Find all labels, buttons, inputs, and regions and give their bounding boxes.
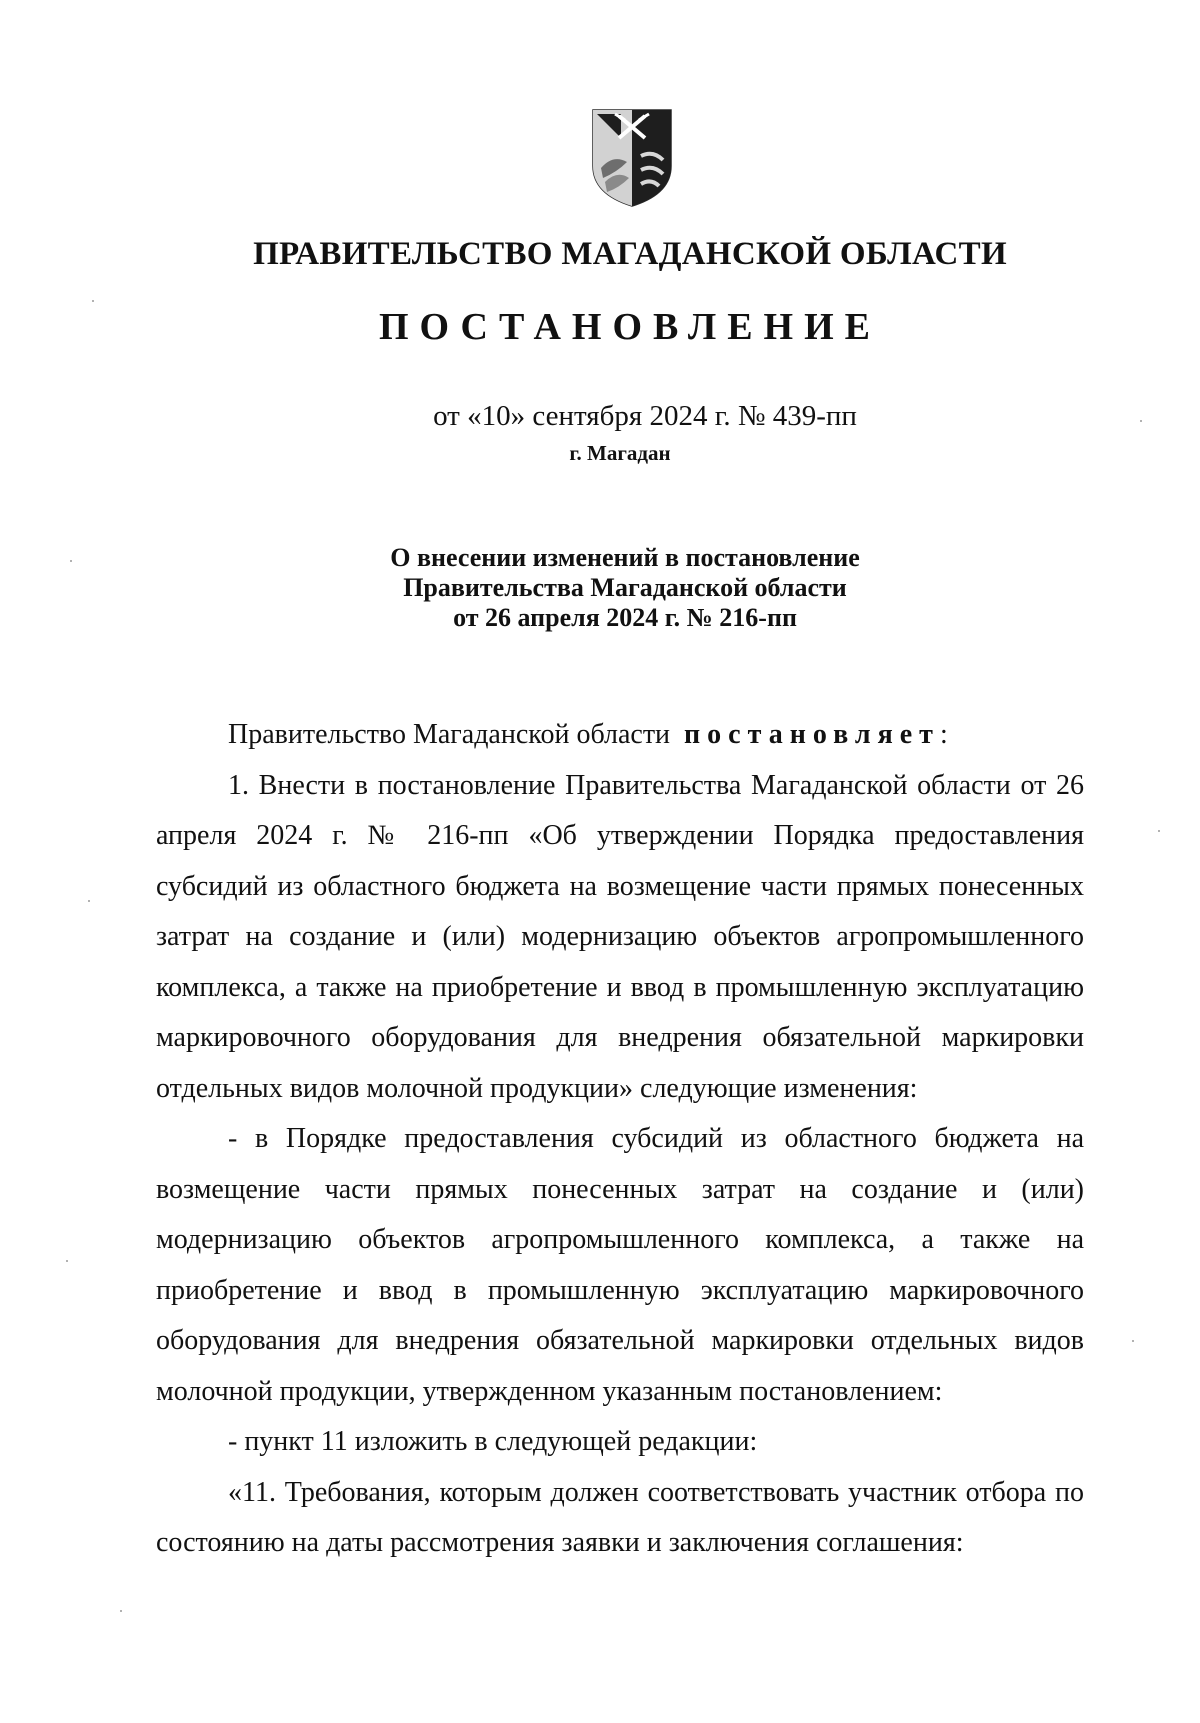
paragraph-requirements: «11. Требования, которым должен соответствовать участник отбора по состоянию на даты рассмотрения заявки и заключения соглашения: (156, 1476, 1084, 1558)
paragraph-item-1: 1. Внести в постановление Правительства Магаданской области от 26 апреля 2024 г. № 216-пп «Об утверждении Порядка предоставления субсидий из областного бюджета на возмещение части прямых понесенных затрат на создание и (или) модернизацию объектов агропромышленного комплекса, а также на приобретение и ввод в промышленную эксплуатацию маркировочного оборудования для внедрения обязательной маркировки отдельных видов молочной продукции» следующие изменения: (156, 769, 1084, 1104)
subject-line: Правительства Магаданской области (403, 573, 847, 602)
preamble (156, 710, 1084, 761)
preamble-lead: Правительство Магаданской области (228, 719, 671, 750)
preamble-colon: : (939, 719, 948, 750)
scan-speck (1132, 1340, 1134, 1342)
scan-speck (120, 1610, 122, 1612)
scan-speck (70, 560, 72, 562)
government-title: ПРАВИТЕЛЬСТВО МАГАДАНСКОЙ ОБЛАСТИ (253, 236, 1007, 272)
scan-speck (66, 1260, 68, 1262)
subject-line: от 26 апреля 2024 г. № 216-пп (453, 603, 797, 632)
paragraph-point-11: - пункт 11 изложить в следующей редакции: (228, 1426, 758, 1457)
subject-line: О внесении изменений в постановление (390, 543, 860, 572)
scan-speck (1140, 420, 1142, 422)
scan-speck (88, 900, 90, 902)
scan-speck (1158, 830, 1160, 832)
scan-speck (92, 300, 94, 302)
document-body (156, 710, 1084, 1569)
preamble-verb: постановляет (684, 719, 940, 750)
document-city: г. Магадан (569, 441, 671, 465)
document-kind-heading: ПОСТАНОВЛЕНИЕ (378, 306, 882, 348)
paragraph-subitem-order: - в Порядке предоставления субсидий из областного бюджета на возмещение части прямых понесенных затрат на создание и (или) модернизацию объектов агропромышленного комплекса, а также на приобретение и ввод в промышленную эксплуатацию маркировочного оборудования для внедрения обязательной маркировки отдельных видов молочной продукции, утвержденном указанным постановлением: (156, 1123, 1084, 1407)
document-subject (0, 543, 1200, 633)
magadan-coat-of-arms-icon (591, 108, 673, 208)
document-date-number: от «10» сентября 2024 г. № 439-пп (433, 400, 857, 432)
